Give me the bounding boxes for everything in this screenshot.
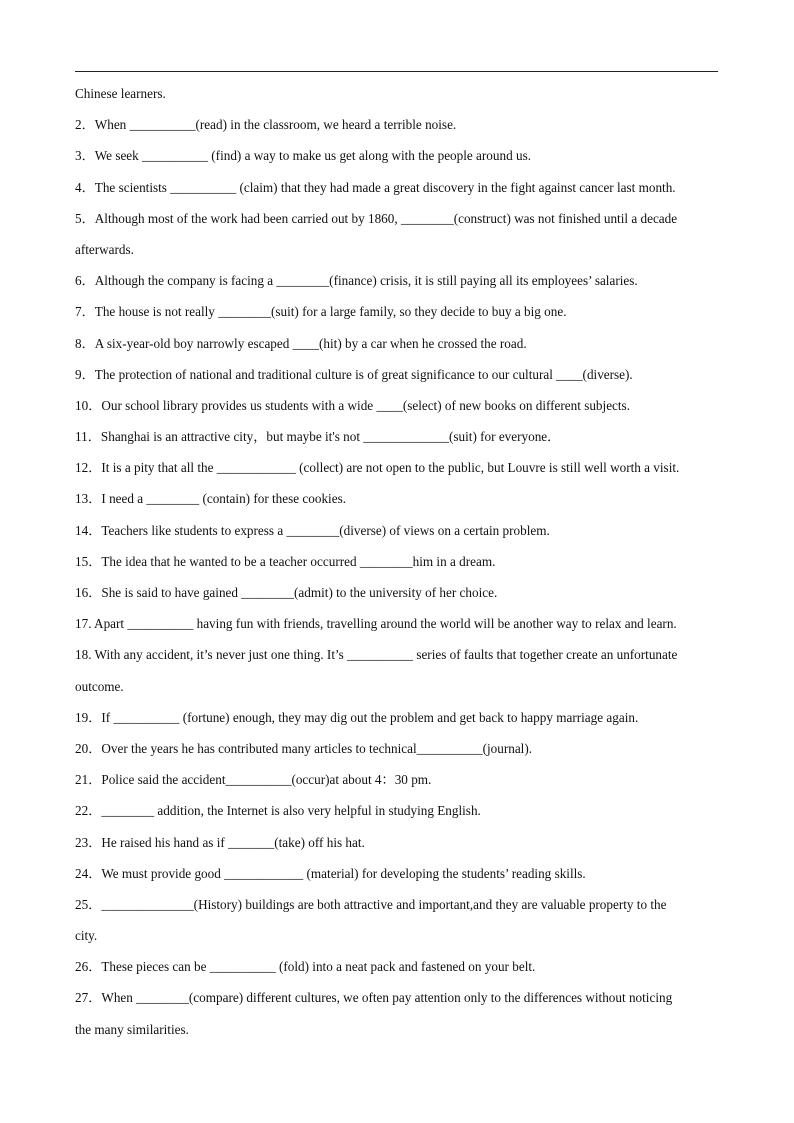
text-line: 10．Our school library provides us students with a wide ____(select) of new books on different subjects.: [75, 397, 630, 413]
text-line: 18. With any accident, it’s never just one thing. It’s __________ series of faults that together create an unfortunate: [75, 647, 678, 663]
text-line: the many similarities.: [75, 1021, 189, 1037]
text-line: 2．When __________(read) in the classroom, we heard a terrible noise.: [75, 117, 457, 133]
text-line: 3．We seek __________ (find) a way to make us get along with the people around us.: [75, 148, 531, 164]
text-line: 23．He raised his hand as if _______(take) off his hat.: [75, 834, 365, 850]
text-line: outcome.: [75, 678, 124, 694]
text-line: Chinese learners.: [75, 86, 166, 101]
text-line: 26．These pieces can be __________ (fold) into a neat pack and fastened on your belt.: [75, 959, 536, 975]
text-line: 13．I need a ________ (contain) for these cookies.: [75, 491, 346, 507]
text-line: 22．________ addition, the Internet is also very helpful in studying English.: [75, 803, 481, 819]
text-line: 4．The scientists __________ (claim) that they had made a great discovery in the fight against cancer last month.: [75, 179, 676, 195]
text-line: 24．We must provide good ____________ (material) for developing the students’ reading skills.: [75, 865, 586, 881]
text-line: 9．The protection of national and traditional culture is of great significance to our cultural ____(diverse).: [75, 366, 633, 382]
text-line: 19．If __________ (fortune) enough, they may dig out the problem and get back to happy marriage again.: [75, 709, 639, 725]
text-line: 8．A six-year-old boy narrowly escaped ____(hit) by a car when he crossed the road.: [75, 335, 527, 351]
text-line: 16．She is said to have gained ________(admit) to the university of her choice.: [75, 585, 498, 600]
exercise-text: [75, 78, 723, 1045]
text-line: 21．Police said the accident__________(occur)at about 4：30 pm.: [75, 772, 432, 788]
text-line: 25．______________(History) buildings are both attractive and important,and they are valuable property to the: [75, 896, 667, 912]
text-line: 12．It is a pity that all the ____________ (collect) are not open to the public, but Louvre is still well worth a visit.: [75, 460, 680, 476]
text-line: 7．The house is not really ________(suit) for a large family, so they decide to buy a big one.: [75, 304, 567, 320]
text-line: afterwards.: [75, 241, 134, 257]
text-line: 27．When ________(compare) different cultures, we often pay attention only to the differences without noticing: [75, 990, 673, 1006]
text-line: city.: [75, 928, 98, 944]
text-line: 17. Apart __________ having fun with friends, travelling around the world will be another way to relax and learn.: [75, 616, 677, 632]
text-line: 6．Although the company is facing a ________(finance) crisis, it is still paying all its employees’ salaries.: [75, 273, 638, 289]
text-line: 14．Teachers like students to express a ________(diverse) of views on a certain problem.: [75, 522, 550, 538]
text-line: 15．The idea that he wanted to be a teacher occurred ________him in a dream.: [75, 553, 496, 569]
text-line: 11．Shanghai is an attractive city，but maybe it's not _____________(suit) for everyone．: [75, 429, 561, 445]
header-rule: [75, 71, 718, 72]
text-line: 5．Although most of the work had been carried out by 1860, ________(construct) was not finished until a decade: [75, 210, 678, 226]
text-line: 20．Over the years he has contributed many articles to technical__________(journal).: [75, 740, 533, 756]
